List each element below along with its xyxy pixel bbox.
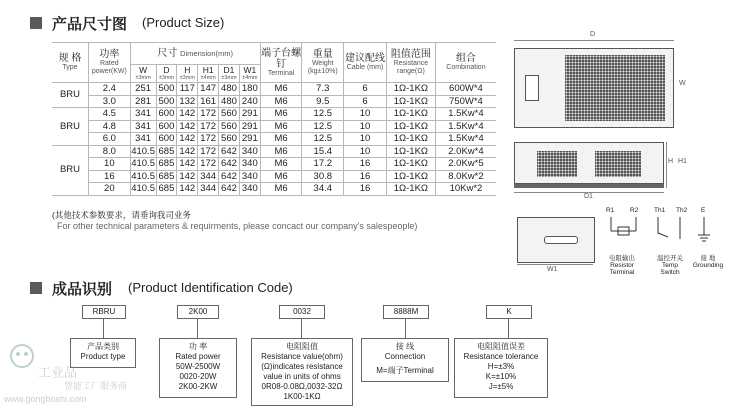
weight-cell: 12.5 <box>302 120 344 133</box>
dim-cell: 291 <box>239 120 260 133</box>
power-cell: 8.0 <box>88 145 130 158</box>
dim-cell: 341 <box>130 133 156 146</box>
vent-mesh-left <box>537 151 577 177</box>
watermark-line3: www.gongboshi.com <box>4 394 87 404</box>
type-cell: BRU <box>52 83 88 108</box>
range-cell: 1Ω-1KΩ <box>386 170 435 183</box>
dim-label-W: W <box>679 80 686 87</box>
dim-label-D1: D1 <box>584 193 593 200</box>
terminal-cell: M6 <box>260 170 302 183</box>
spec-table <box>52 42 496 196</box>
dim-cell: 142 <box>177 133 198 146</box>
table-row <box>52 133 496 146</box>
cable-cell: 10 <box>344 120 387 133</box>
identification-subtitle: (Product Identification Code) <box>128 280 293 295</box>
top-view-drawing <box>514 31 686 128</box>
terminal-R2: R2 <box>630 207 639 214</box>
power-cell: 2.4 <box>88 83 130 96</box>
dim-cell: 117 <box>177 83 198 96</box>
side-view-drawing <box>517 217 597 279</box>
cable-cell: 16 <box>344 183 387 196</box>
dim-label-H: H <box>668 158 674 165</box>
terminal-cell: M6 <box>260 120 302 133</box>
dim-cell: 172 <box>198 133 219 146</box>
dim-cell: 500 <box>156 95 177 108</box>
vent-mesh <box>565 55 665 121</box>
combination-cell: 600W*4 <box>435 83 496 96</box>
power-cell: 4.8 <box>88 120 130 133</box>
code-box-tolerance: K <box>486 305 532 319</box>
table-row <box>52 183 496 196</box>
desc-connection: 接 线 Connection M=端子Terminal <box>361 338 449 382</box>
dim-cell: 142 <box>177 120 198 133</box>
dim-cell: 410.5 <box>131 170 155 182</box>
dim-cell: 142 <box>177 158 198 171</box>
type-cell: BRU <box>52 145 88 195</box>
dim-cell: 480 <box>219 95 240 108</box>
cable-cell: 10 <box>344 133 387 146</box>
table-row <box>52 120 496 133</box>
dim-cell: 340 <box>239 183 260 196</box>
dim-cell: 142 <box>177 145 198 158</box>
dim-cell: 147 <box>198 83 219 96</box>
range-cell: 1Ω-1KΩ <box>386 183 435 196</box>
combination-cell: 8.0Kw*2 <box>435 170 496 183</box>
dim-cell: 240 <box>239 95 260 108</box>
header-type: 规 格 Type <box>52 43 88 83</box>
section-marker-icon <box>30 17 42 29</box>
table-row <box>52 95 496 108</box>
dim-cell: 642 <box>219 170 240 183</box>
dim-col-header: D ±3mm <box>156 65 177 83</box>
watermark <box>2 342 152 414</box>
header-combination: 组合 Combination <box>435 43 496 83</box>
dim-cell: 344 <box>198 170 219 183</box>
dim-cell: 172 <box>198 120 219 133</box>
table-row <box>52 83 496 96</box>
dim-cell: 344 <box>198 183 219 196</box>
dim-cell: 500 <box>156 83 177 96</box>
dim-cell: 600 <box>156 108 177 121</box>
weight-cell: 12.5 <box>302 108 344 121</box>
weight-cell: 12.5 <box>302 133 344 146</box>
desc-rated-power: 功 率 Rated power 50W-2500W 0020-20W 2K00-2KW <box>159 338 237 398</box>
table-row <box>52 145 496 158</box>
power-cell: 16 <box>88 170 130 183</box>
code-box-resistance: 0032 <box>279 305 325 319</box>
dim-cell: 340 <box>239 170 260 183</box>
dim-cell: 685 <box>156 158 177 171</box>
table-row <box>52 108 496 121</box>
grounding-label: 接 地 Grounding <box>692 255 724 269</box>
dim-cell: 600 <box>156 120 177 133</box>
dim-cell: 340 <box>239 145 260 158</box>
resistor-terminal-label: 电阻输出 Resistor Terminal <box>609 255 635 276</box>
watermark-line1: 工业品 <box>38 365 78 380</box>
dim-cell: 685 <box>156 145 177 158</box>
terminal-R1: R1 <box>606 207 615 214</box>
identification-title: 成品识别 <box>52 281 113 298</box>
weight-cell: 9.5 <box>302 95 344 108</box>
terminal-E: E <box>701 207 706 214</box>
terminal-cell: M6 <box>260 83 302 96</box>
header-weight: 重量 Weight (kg±10%) <box>302 43 344 83</box>
dim-cell: 161 <box>198 95 219 108</box>
product-size-subtitle: (Product Size) <box>142 15 225 30</box>
dim-cell: 291 <box>239 133 260 146</box>
dim-cell: 341 <box>130 120 156 133</box>
terminal-cell: M6 <box>260 95 302 108</box>
terminal-cell: M6 <box>260 183 302 196</box>
cable-cell: 16 <box>344 158 387 171</box>
terminal-cell: M6 <box>260 158 302 171</box>
side-slot <box>544 236 578 244</box>
terminal-slot <box>525 75 539 101</box>
dim-cell: 142 <box>177 170 198 183</box>
code-box-connection: 8888M <box>383 305 429 319</box>
terminal-cell: M6 <box>260 133 302 146</box>
dim-cell: 480 <box>219 83 240 96</box>
weight-cell: 7.3 <box>302 83 344 96</box>
section-marker-icon <box>30 282 42 294</box>
power-cell: 3.0 <box>88 95 130 108</box>
dim-cell: 281 <box>130 95 156 108</box>
dim-col-header: W1 ±4mm <box>239 65 260 83</box>
header-power: 功率 Rated power(KW) <box>88 43 130 83</box>
range-cell: 1Ω-1KΩ <box>386 158 435 171</box>
terminal-cell: M6 <box>260 145 302 158</box>
dim-cell: 642 <box>219 145 240 158</box>
dim-col-header: H ±3mm <box>177 65 198 83</box>
range-cell: 1Ω-1KΩ <box>386 95 435 108</box>
dim-cell: 685 <box>156 170 177 183</box>
terminal-Th1: Th1 <box>654 207 666 214</box>
dim-cell: 560 <box>219 108 240 121</box>
combination-cell: 750W*4 <box>435 95 496 108</box>
dim-cell: 341 <box>130 108 156 121</box>
power-cell: 6.0 <box>88 133 130 146</box>
code-box-power: 2K00 <box>177 305 219 319</box>
note-cn: (其他技术参数要求，请垂询我司业务 <box>52 210 191 220</box>
terminal-Th2: Th2 <box>676 207 688 214</box>
dim-cell: 642 <box>219 158 240 171</box>
power-cell: 10 <box>88 158 130 171</box>
dim-label-D: D <box>590 31 596 38</box>
weight-cell: 30.8 <box>302 170 344 183</box>
power-cell: 4.5 <box>88 108 130 121</box>
table-row <box>52 170 496 183</box>
vent-mesh-right <box>595 151 641 177</box>
combination-cell: 1.5Kw*4 <box>435 108 496 121</box>
desc-product-type: 产品类别 Product type <box>70 338 136 368</box>
dim-label-H1: H1 <box>678 158 687 165</box>
dim-cell: 410.5 <box>131 158 155 169</box>
dim-cell: 180 <box>239 83 260 96</box>
dim-cell: 132 <box>177 95 198 108</box>
dim-cell: 560 <box>219 120 240 133</box>
dim-cell: 172 <box>198 108 219 121</box>
range-cell: 1Ω-1KΩ <box>386 133 435 146</box>
dim-col-header: D1 ±3mm <box>219 65 240 83</box>
weight-cell: 34.4 <box>302 183 344 196</box>
weight-cell: 17.2 <box>302 158 344 171</box>
dim-cell: 410.5 <box>131 183 155 194</box>
product-size-title: 产品尺寸图 <box>52 16 128 33</box>
combination-cell: 1.5Kw*4 <box>435 120 496 133</box>
dim-cell: 142 <box>177 108 198 121</box>
dim-cell: 340 <box>239 158 260 171</box>
weight-cell: 15.4 <box>302 145 344 158</box>
type-cell: BRU <box>52 108 88 146</box>
range-cell: 1Ω-1KΩ <box>386 83 435 96</box>
dim-cell: 685 <box>156 183 177 196</box>
dim-cell: 410.5 <box>131 145 155 157</box>
combination-cell: 10Kw*2 <box>435 183 496 196</box>
dim-cell: 291 <box>239 108 260 121</box>
cable-cell: 6 <box>344 95 387 108</box>
cable-cell: 10 <box>344 108 387 121</box>
table-row <box>52 158 496 171</box>
combination-cell: 2.0Kw*5 <box>435 158 496 171</box>
terminal-diagram <box>600 207 750 287</box>
watermark-line2: 智能工厂服务商 <box>64 381 128 391</box>
note-en: For other technical parameters & requirments, please concact our company's salespeople) <box>57 221 418 231</box>
terminal-symbols-icon <box>600 215 720 255</box>
dim-cell: 251 <box>130 83 156 96</box>
header-terminal: 端子台螺钉 Terminal <box>260 43 302 83</box>
range-cell: 1Ω-1KΩ <box>386 120 435 133</box>
temp-switch-label: 温控开关 Temp Switch <box>657 255 683 276</box>
desc-resistance-value: 电阻阻值 Resistance value(ohm) (Ω)indicates resistance value in units of ohms 0R08-0.08Ω,0032-32Ω 1K00-1KΩ <box>251 338 353 406</box>
range-cell: 1Ω-1KΩ <box>386 108 435 121</box>
header-resistance: 阻值范围 Resistance range(Ω) <box>386 43 435 83</box>
dim-col-header: H1 ±4mm <box>198 65 219 83</box>
code-box-type: RBRU <box>82 305 126 319</box>
dim-cell: 142 <box>177 183 198 196</box>
desc-tolerance: 电阻阻值误差 Resistance tolerance H=±3% K=±10% J=±5% <box>454 338 548 398</box>
front-view-drawing <box>514 142 689 202</box>
range-cell: 1Ω-1KΩ <box>386 145 435 158</box>
dim-cell: 560 <box>219 133 240 146</box>
combination-cell: 2.0Kw*4 <box>435 145 496 158</box>
cable-cell: 16 <box>344 170 387 183</box>
dim-label-W1: W1 <box>547 266 558 273</box>
header-cable: 建议配线 Cable (mm) <box>344 43 387 83</box>
dim-cell: 172 <box>198 158 219 171</box>
dim-cell: 172 <box>198 145 219 158</box>
cable-cell: 10 <box>344 145 387 158</box>
combination-cell: 1.5Kw*4 <box>435 133 496 146</box>
header-dimension: 尺寸 Dimension(mm) <box>130 43 260 65</box>
power-cell: 20 <box>88 183 130 196</box>
terminal-cell: M6 <box>260 108 302 121</box>
dim-cell: 642 <box>219 183 240 196</box>
robot-logo-icon <box>8 342 36 370</box>
dim-cell: 600 <box>156 133 177 146</box>
dim-col-header: W ±3mm <box>130 65 156 83</box>
cable-cell: 6 <box>344 83 387 96</box>
